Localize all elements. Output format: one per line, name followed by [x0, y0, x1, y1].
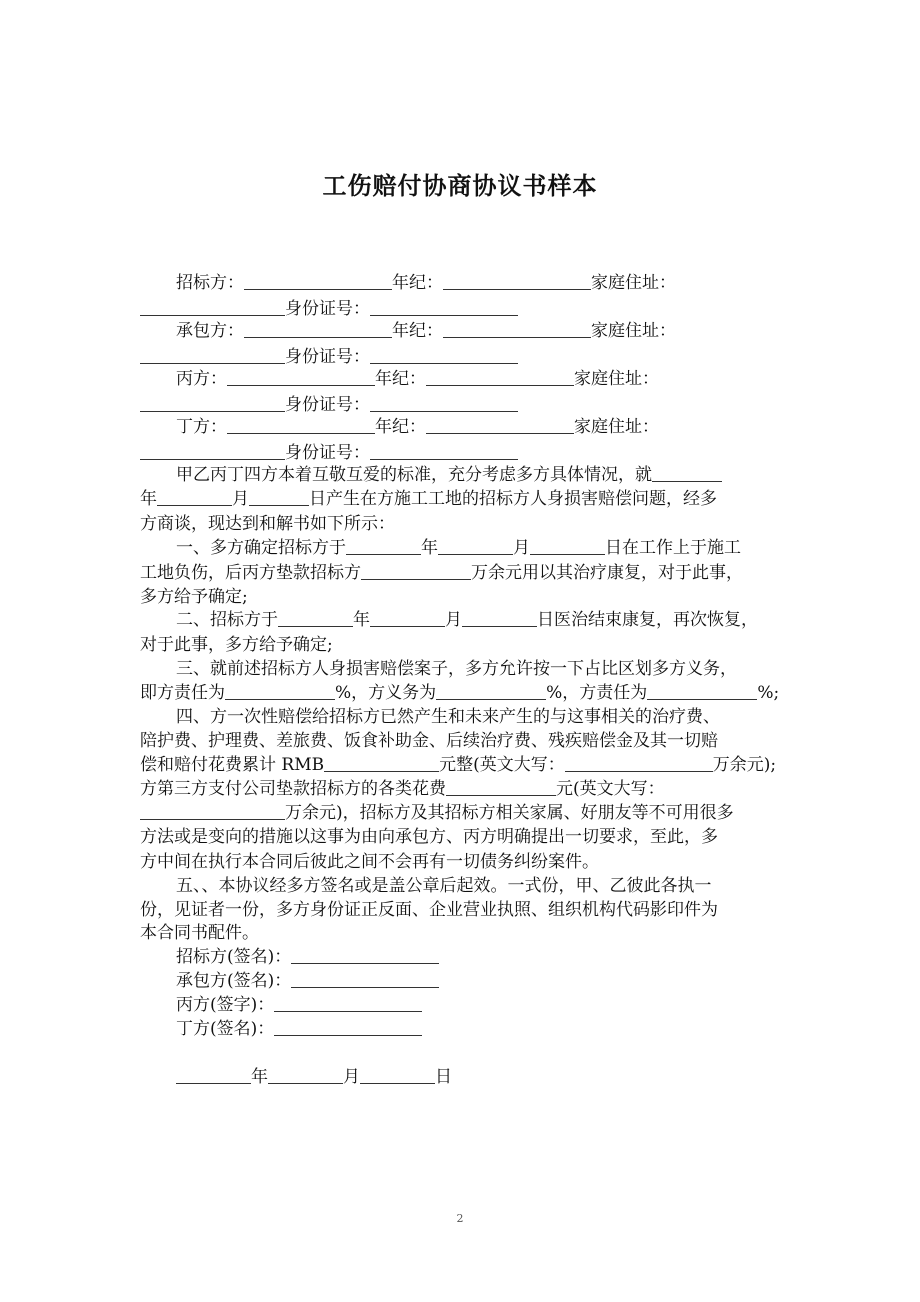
clause-line — [176, 607, 758, 633]
text-span: 二、招标方于 — [176, 610, 278, 630]
text-span: 万余元用以其治疗康复，对于此事， — [471, 563, 743, 583]
text-span: 元(英文大写： — [556, 779, 665, 799]
signature-label: 承包方(签名)： — [176, 971, 292, 991]
signature-line — [176, 1016, 422, 1042]
blank-field — [140, 393, 285, 412]
clause-line — [140, 752, 776, 778]
blank-field — [249, 487, 309, 506]
address-label: 家庭住址： — [574, 417, 659, 437]
text-span: 日在工作上于施工 — [605, 538, 741, 558]
blank-field — [360, 1065, 435, 1084]
id-label: 身份证号： — [285, 299, 370, 319]
blank-field — [426, 415, 574, 434]
id-label: 身份证号： — [285, 395, 370, 415]
blank-field — [244, 271, 392, 290]
party-line — [176, 270, 676, 296]
clause-line: 四、方一次性赔偿给招标方已然产生和未来产生的与这事相关的治疗费、 — [176, 707, 720, 727]
blank-field — [446, 777, 556, 796]
text-span: 一、多方确定招标方于 — [176, 538, 346, 558]
age-label: 年纪： — [392, 321, 443, 341]
intro-line: 方商谈，现达到和解书如下所示： — [140, 514, 395, 534]
blank-field — [140, 441, 285, 460]
intro-line — [176, 462, 722, 488]
clause-line: 三、就前述招标方人身损害赔偿案子，多方允许按一下占比区划多方义务， — [176, 659, 737, 679]
clause-line: 方中间在执行本合同后彼此之间不会再有一切债务纠纷案件。 — [140, 852, 599, 872]
blank-field — [227, 367, 375, 386]
id-label: 身份证号： — [285, 347, 370, 367]
text-span: 月 — [513, 538, 530, 558]
blank-field — [436, 681, 546, 700]
text-span: 甲乙丙丁四方本着互敬互爱的标准，充分考虑多方具体情况，就 — [176, 465, 652, 485]
clause-line — [140, 776, 665, 802]
blank-field — [157, 487, 232, 506]
blank-field — [361, 561, 471, 580]
signature-blank — [291, 969, 439, 988]
clause-line: 方法或是变向的措施以这事为由向承包方、丙方明确提出一切要求，至此，多 — [140, 827, 718, 847]
blank-field — [462, 608, 537, 627]
document-title: 工伤赔付协商协议书样本 — [322, 172, 598, 200]
text-span: 日 — [435, 1067, 452, 1087]
clause-line — [140, 560, 743, 586]
clause-line: 本合同书配件。 — [140, 923, 259, 943]
age-label: 年纪： — [392, 273, 443, 293]
signature-blank — [274, 993, 422, 1012]
text-span: 日产生在方施工工地的招标方人身损害赔偿问题，经多 — [309, 489, 717, 509]
blank-field — [140, 297, 285, 316]
blank-field — [438, 536, 513, 555]
text-span: 万余元); — [712, 755, 777, 775]
signature-blank — [274, 1017, 422, 1036]
blank-field — [647, 681, 757, 700]
id-label: 身份证号： — [285, 443, 370, 463]
age-label: 年纪： — [375, 369, 426, 389]
text-span: 即方责任为 — [140, 683, 225, 703]
blank-field — [370, 608, 445, 627]
clause-line — [140, 800, 734, 826]
clause-line: 多方给予确定; — [140, 587, 248, 607]
text-span: 日医治结束康复，再次恢复， — [537, 610, 758, 630]
blank-field — [278, 608, 353, 627]
blank-field — [370, 345, 518, 364]
blank-field — [227, 415, 375, 434]
text-span: 年 — [421, 538, 438, 558]
clause-line: 份，见证者一份，多方身份证正反面、企业营业执照、组织机构代码影印件为 — [140, 900, 718, 920]
text-span: 元整(英文大写： — [439, 755, 565, 775]
clause-line: 对于此事，多方给予确定; — [140, 635, 333, 655]
clause-line — [140, 680, 779, 706]
blank-field — [426, 367, 574, 386]
blank-field — [370, 297, 518, 316]
address-label: 家庭住址： — [574, 369, 659, 389]
date-line — [176, 1064, 452, 1090]
text-span: %，方责任为 — [546, 683, 648, 703]
text-span: 月 — [445, 610, 462, 630]
blank-field — [443, 319, 591, 338]
blank-field — [530, 536, 605, 555]
age-label: 年纪： — [375, 417, 426, 437]
blank-field — [652, 463, 722, 482]
text-span: 工地负伤，后丙方垫款招标方 — [140, 563, 361, 583]
text-span: 月 — [343, 1067, 360, 1087]
text-span: 月 — [232, 489, 249, 509]
text-span: 年 — [251, 1067, 268, 1087]
address-label: 家庭住址： — [591, 321, 676, 341]
clause-line: 陪护费、护理费、差旅费、饭食补助金、后续治疗费、残疾赔偿金及其一切赔 — [140, 731, 718, 751]
page-number: 2 — [456, 1212, 464, 1225]
signature-blank — [291, 945, 439, 964]
blank-field — [565, 753, 713, 772]
party-name-label: 招标方： — [176, 273, 244, 293]
party-name-label: 丁方： — [176, 417, 227, 437]
text-span: 年 — [353, 610, 370, 630]
blank-field — [140, 801, 285, 820]
blank-field — [268, 1065, 343, 1084]
party-name-label: 承包方： — [176, 321, 244, 341]
signature-line — [176, 992, 422, 1018]
blank-field — [346, 536, 421, 555]
text-span: %; — [757, 683, 780, 703]
party-line — [176, 366, 659, 392]
blank-field — [225, 681, 335, 700]
signature-line — [176, 968, 439, 994]
intro-line — [140, 486, 717, 512]
blank-field — [324, 753, 439, 772]
blank-field — [443, 271, 591, 290]
blank-field — [370, 393, 518, 412]
address-label: 家庭住址： — [591, 273, 676, 293]
clause-line: 五、、本协议经多方签名或是盖公章后起效。一式份，甲、乙彼此各执一 — [176, 876, 712, 896]
blank-field — [244, 319, 392, 338]
blank-field — [140, 345, 285, 364]
text-span: %，方义务为 — [335, 683, 437, 703]
blank-field — [176, 1065, 251, 1084]
text-span: 年 — [140, 489, 157, 509]
blank-field — [370, 441, 518, 460]
text-span: 万余元)，招标方及其招标方相关家属、好朋友等不可用很多 — [285, 803, 734, 823]
party-name-label: 丙方： — [176, 369, 227, 389]
signature-label: 招标方(签名)： — [176, 947, 292, 967]
signature-label: 丁方(签名)： — [176, 1019, 275, 1039]
text-span: 偿和赔付花费累计 RMB — [140, 755, 325, 775]
text-span: 方第三方支付公司垫款招标方的各类花费 — [140, 779, 446, 799]
signature-line — [176, 944, 439, 970]
party-line — [176, 318, 676, 344]
clause-line — [176, 535, 741, 561]
party-line — [176, 414, 659, 440]
signature-label: 丙方(签字)： — [176, 995, 275, 1015]
